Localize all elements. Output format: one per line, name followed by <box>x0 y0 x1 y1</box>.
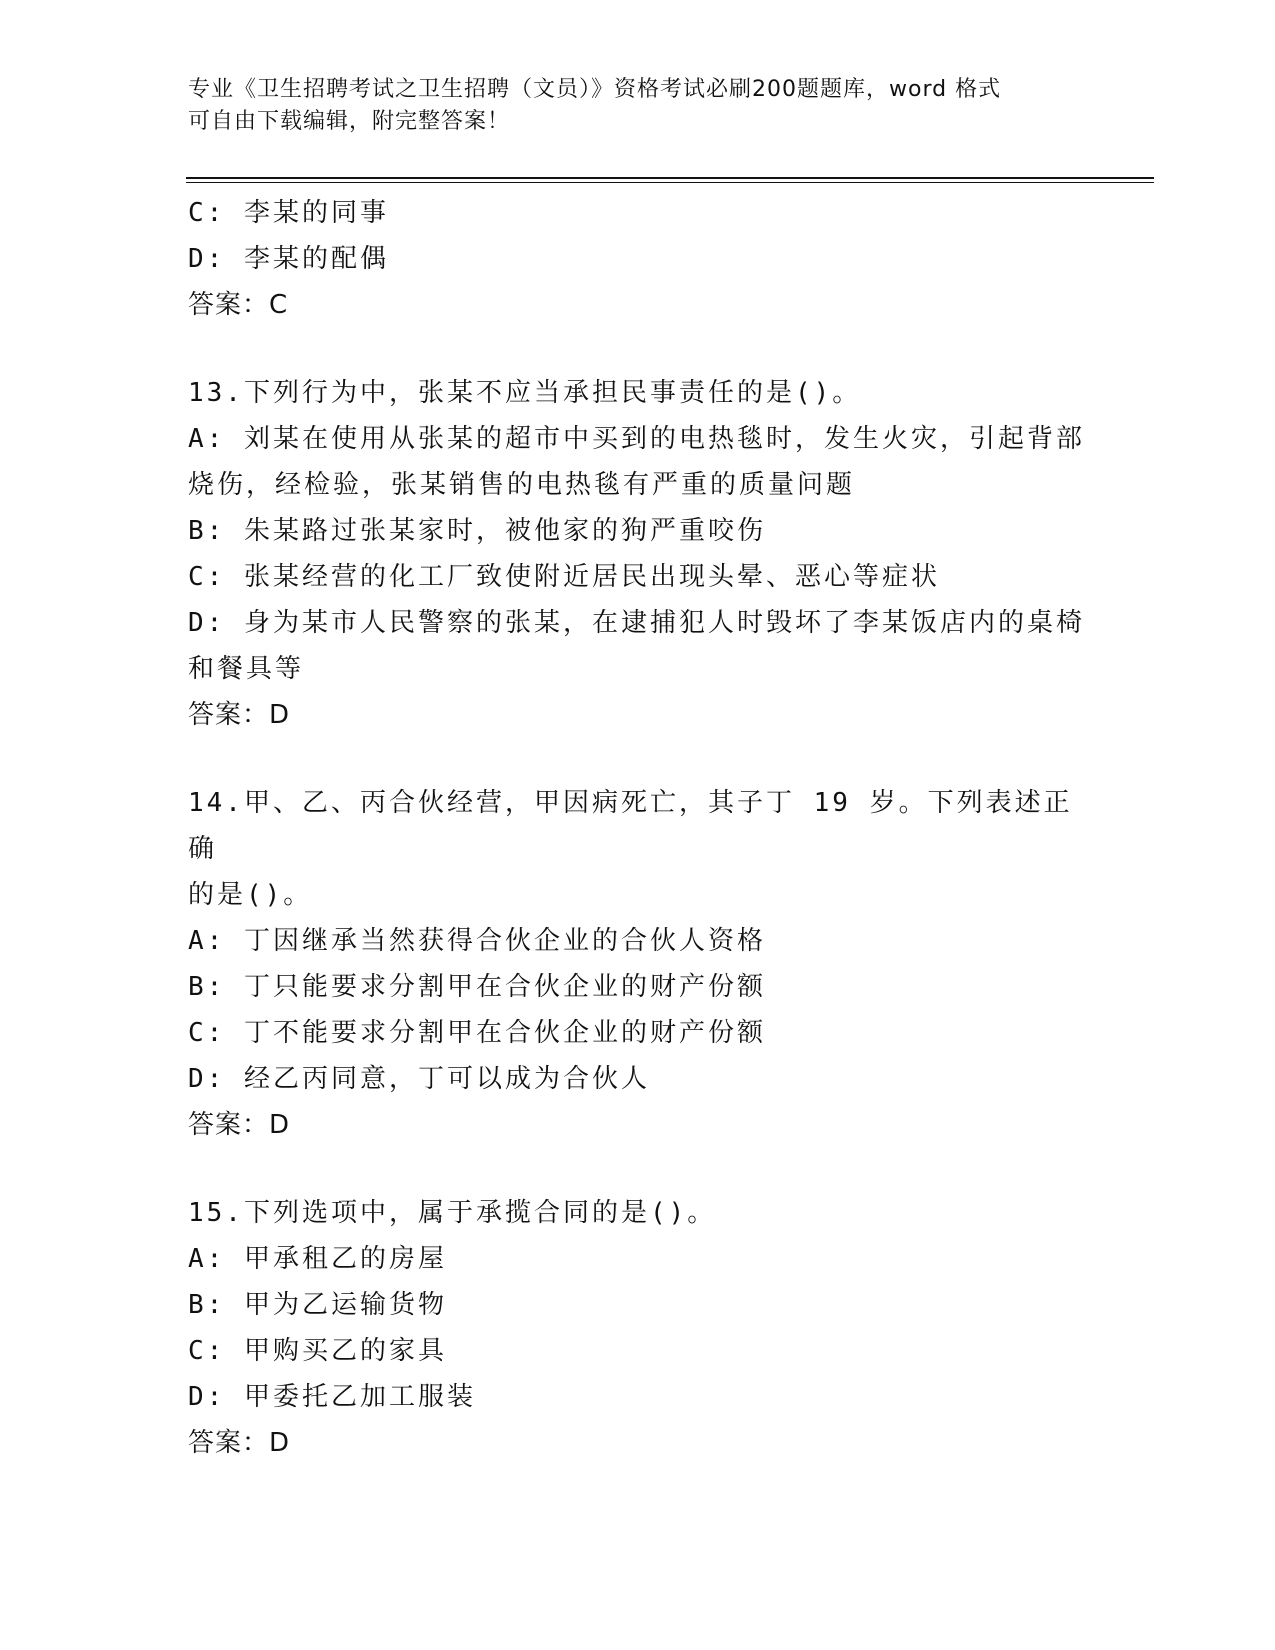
option-c: C: 李某的同事 <box>188 198 389 228</box>
question-list <box>188 190 1088 1466</box>
answer-line: 答案：C <box>188 290 289 320</box>
option-a: A: 丁因继承当然获得合伙企业的合伙人资格 <box>188 926 766 956</box>
option-d: D: 经乙丙同意，丁可以成为合伙人 <box>188 1064 650 1094</box>
option-c: C: 张某经营的化工厂致使附近居民出现头晕、恶心等症状 <box>188 562 940 592</box>
question-15 <box>188 1190 1088 1466</box>
option-text-line: 和餐具等 <box>188 654 305 684</box>
option-text-line: A: 刘某在使用从张某的超市中买到的电热毯时，发生火灾，引起背部 <box>188 424 1085 454</box>
question-stem-line: 14.甲、乙、丙合伙经营，甲因病死亡，其子丁 19 岁。下列表述正确 <box>188 788 1073 864</box>
option-a <box>188 416 1088 508</box>
option-d: D: 甲委托乙加工服装 <box>188 1382 476 1412</box>
option-b: B: 朱某路过张某家时，被他家的狗严重咬伤 <box>188 516 766 546</box>
continued-question <box>188 190 1088 328</box>
question-stem: 13.下列行为中，张某不应当承担民事责任的是()。 <box>188 378 862 408</box>
option-d <box>188 600 1088 692</box>
header-title-line-2: 可自由下载编辑，附完整答案！ <box>188 109 511 134</box>
question-14 <box>188 780 1088 1148</box>
option-b: B: 甲为乙运输货物 <box>188 1290 447 1320</box>
option-a: A: 甲承租乙的房屋 <box>188 1244 447 1274</box>
option-b: B: 丁只能要求分割甲在合伙企业的财产份额 <box>188 972 766 1002</box>
header-title-line-1: 专业《卫生招聘考试之卫生招聘（文员）》资格考试必刷200题题库，word 格式 <box>188 77 1002 102</box>
answer-line: 答案：D <box>188 1110 291 1140</box>
header-divider-thick <box>186 177 1154 179</box>
answer-line: 答案：D <box>188 700 291 730</box>
document-header <box>188 74 1088 138</box>
option-d: D: 李某的配偶 <box>188 244 389 274</box>
question-stem: 15.下列选项中，属于承揽合同的是()。 <box>188 1198 717 1228</box>
option-c: C: 丁不能要求分割甲在合伙企业的财产份额 <box>188 1018 766 1048</box>
option-text-line: D: 身为某市人民警察的张某，在逮捕犯人时毁坏了李某饭店内的桌椅 <box>188 608 1085 638</box>
question-13 <box>188 370 1088 738</box>
option-text-line: 烧伤，经检验，张某销售的电热毯有严重的质量问题 <box>188 470 856 500</box>
question-stem-line: 的是()。 <box>188 880 313 910</box>
answer-line: 答案：D <box>188 1428 291 1458</box>
header-divider-thin <box>186 182 1154 183</box>
question-stem <box>188 780 1088 918</box>
option-c: C: 甲购买乙的家具 <box>188 1336 447 1366</box>
